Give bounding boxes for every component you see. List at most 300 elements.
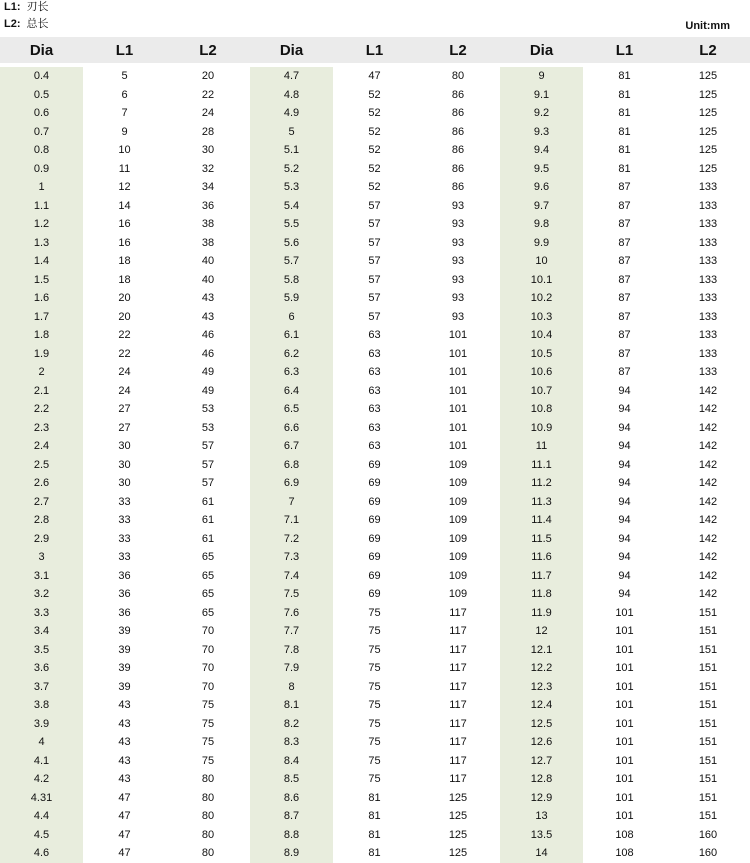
cell-l1: 24 [118,384,131,397]
cell-dia: 0.8 [0,141,83,160]
cell-l1: 36 [118,588,131,600]
legend-l2 [4,17,49,31]
table-row [0,826,750,845]
cell-l1: 87 [618,255,631,267]
cell-l1: 27 [118,421,131,434]
cell-dia: 10.6 [500,363,583,382]
cell-l1: 5 [121,70,128,82]
cell-dia: 2.4 [0,437,83,456]
table-row [0,696,750,715]
table-row [0,511,750,530]
cell-dia: 11.2 [500,474,583,493]
table-row [0,271,750,290]
cell-dia: 3.7 [0,678,83,697]
cell-dia: 9 [500,67,583,86]
cell-l1: 87 [618,236,631,249]
cell-dia: 5.5 [250,215,333,234]
cell-l1: 52 [368,88,381,101]
cell-l2: 160 [698,847,718,859]
cell-l2: 70 [201,643,215,656]
table-row [0,123,750,142]
cell-l1: 81 [618,70,631,82]
cell-l2: 151 [698,736,718,748]
cell-dia: 7.7 [250,622,333,641]
cell-l1: 101 [615,680,634,693]
cell-l1: 101 [615,643,634,656]
cell-dia: 0.9 [0,160,83,179]
cell-l2: 61 [201,532,215,545]
cell-dia: 7.9 [250,659,333,678]
cell-l1: 75 [368,754,381,767]
cell-dia: 10.4 [500,326,583,345]
table-row [0,585,750,604]
cell-l1: 20 [118,310,131,323]
cell-dia: 1.6 [0,289,83,308]
cell-l1: 43 [118,754,131,767]
table-row [0,678,750,697]
cell-l1: 57 [368,273,381,286]
cell-l1: 52 [368,181,381,193]
cell-dia: 2.2 [0,400,83,419]
cell-l1: 63 [368,329,381,341]
cell-l1: 101 [615,606,634,619]
cell-l2: 49 [201,366,215,378]
cell-l2: 65 [201,588,215,600]
cell-l1: 108 [615,828,634,841]
cell-dia: 14 [500,844,583,863]
table-row [0,326,750,345]
legend-l1-label: L1: [4,1,21,13]
cell-l1: 69 [368,588,381,600]
table-row [0,382,750,401]
cell-l2: 46 [201,347,215,360]
cell-dia: 1.3 [0,234,83,253]
cell-dia: 9.8 [500,215,583,234]
cell-l2: 117 [449,606,467,619]
cell-dia: 10.9 [500,419,583,438]
cell-l1: 81 [618,107,631,119]
cell-dia: 10.7 [500,382,583,401]
cell-dia: 9.3 [500,123,583,142]
cell-l2: 86 [451,107,465,119]
cell-l2: 142 [698,495,718,508]
cell-dia: 4.31 [0,789,83,808]
cell-l2: 80 [451,70,465,82]
cell-l1: 75 [368,680,381,693]
cell-l2: 86 [451,125,465,138]
table-row [0,548,750,567]
cell-dia: 9.2 [500,104,583,123]
table-row [0,160,750,179]
cell-dia: 1.2 [0,215,83,234]
cell-l1: 87 [618,329,631,341]
cell-l2: 75 [201,717,215,730]
cell-dia: 3.6 [0,659,83,678]
cell-dia: 9.5 [500,160,583,179]
cell-dia: 7.4 [250,567,333,586]
cell-dia: 7.8 [250,641,333,660]
cell-l2: 61 [201,514,215,526]
cell-l1: 20 [118,292,131,304]
cell-l1: 94 [618,588,631,600]
table-row [0,770,750,789]
cell-l2: 109 [448,569,468,582]
cell-l2: 32 [201,162,215,175]
cell-l2: 125 [698,70,718,82]
cell-dia: 8.5 [250,770,333,789]
table-row [0,456,750,475]
column-header-l2: L2 [166,37,250,63]
table-row [0,474,750,493]
cell-dia: 4.8 [250,86,333,105]
table-row [0,844,750,863]
cell-dia: 12.8 [500,770,583,789]
cell-dia: 1.5 [0,271,83,290]
legend-l2-text: 总长 [26,18,49,30]
cell-l1: 43 [118,717,131,730]
cell-dia: 5.6 [250,234,333,253]
cell-dia: 0.4 [0,67,83,86]
cell-l2: 133 [698,310,718,323]
cell-l2: 151 [698,717,718,730]
cell-l2: 22 [201,88,215,101]
cell-l1: 30 [118,458,131,471]
cell-l1: 94 [618,403,631,415]
legend-l1 [4,0,49,14]
cell-dia: 4.7 [250,67,333,86]
cell-l1: 6 [121,88,128,101]
cell-l2: 142 [698,588,718,600]
cell-l1: 14 [118,199,131,212]
cell-l2: 109 [448,588,468,600]
cell-l1: 94 [618,495,631,508]
cell-dia: 1.7 [0,308,83,327]
table-row [0,363,750,382]
column-header-l2: L2 [416,37,500,63]
cell-dia: 1.4 [0,252,83,271]
table-row [0,641,750,660]
cell-dia: 10.3 [500,308,583,327]
table-row [0,178,750,197]
column-header-dia: Dia [0,37,83,63]
cell-dia: 8.7 [250,807,333,826]
cell-dia: 4.1 [0,752,83,771]
cell-l1: 94 [618,421,631,434]
cell-dia: 7.3 [250,548,333,567]
cell-dia: 5.1 [250,141,333,160]
cell-dia: 6.4 [250,382,333,401]
cell-dia: 8.1 [250,696,333,715]
cell-l2: 117 [449,699,467,711]
cell-l1: 43 [118,736,131,748]
unit-label: Unit:mm [685,20,730,32]
cell-l2: 57 [201,440,215,452]
cell-l1: 7 [121,107,128,119]
cell-dia: 9.1 [500,86,583,105]
cell-dia: 12.3 [500,678,583,697]
cell-l2: 43 [201,292,215,304]
cell-l1: 81 [368,791,381,804]
cell-dia: 4.9 [250,104,333,123]
cell-dia: 6.1 [250,326,333,345]
cell-dia: 2.1 [0,382,83,401]
table-row [0,419,750,438]
cell-dia: 12.1 [500,641,583,660]
cell-l2: 109 [448,477,468,489]
cell-l2: 133 [698,255,718,267]
cell-l2: 142 [698,532,718,545]
cell-dia: 7.2 [250,530,333,549]
cell-dia: 4 [0,733,83,752]
cell-l2: 117 [449,754,467,767]
cell-l1: 81 [368,810,381,822]
cell-l2: 93 [451,310,465,323]
cell-l1: 94 [618,514,631,526]
cell-l2: 93 [451,273,465,286]
cell-l1: 75 [368,606,381,619]
cell-l2: 125 [698,144,718,156]
cell-dia: 13.5 [500,826,583,845]
cell-l1: 47 [118,828,131,841]
cell-l1: 63 [368,421,381,434]
cell-l2: 133 [698,329,718,341]
cell-l2: 93 [451,199,465,212]
cell-l2: 93 [451,236,465,249]
cell-l2: 142 [698,440,718,452]
cell-l2: 151 [698,606,718,619]
cell-dia: 10 [500,252,583,271]
cell-l2: 101 [448,384,468,397]
cell-l1: 101 [615,736,634,748]
cell-l1: 47 [118,791,131,804]
cell-l1: 52 [368,125,381,138]
cell-l1: 63 [368,366,381,378]
cell-l2: 46 [201,329,215,341]
cell-dia: 6.9 [250,474,333,493]
cell-dia: 0.6 [0,104,83,123]
cell-l2: 117 [449,625,467,637]
cell-l1: 63 [368,440,381,452]
cell-l2: 75 [201,736,215,748]
cell-l1: 39 [118,643,131,656]
cell-l1: 108 [615,847,634,859]
cell-dia: 0.7 [0,123,83,142]
cell-dia: 6.3 [250,363,333,382]
cell-l1: 39 [118,680,131,693]
cell-dia: 12.6 [500,733,583,752]
cell-dia: 12.7 [500,752,583,771]
cell-l2: 109 [448,532,468,545]
cell-dia: 6.2 [250,345,333,364]
table-row [0,715,750,734]
cell-l1: 75 [368,662,381,674]
cell-l1: 75 [368,773,381,785]
cell-l1: 94 [618,532,631,545]
cell-l2: 151 [698,662,718,674]
cell-l2: 93 [451,292,465,304]
cell-l2: 101 [448,440,468,452]
cell-dia: 5 [250,123,333,142]
cell-dia: 5.4 [250,197,333,216]
cell-l1: 87 [618,218,631,230]
table-row [0,752,750,771]
cell-dia: 7.6 [250,604,333,623]
legend-l2-label: L2: [4,18,21,30]
cell-l2: 53 [201,403,215,415]
cell-l1: 69 [368,514,381,526]
cell-l1: 101 [615,791,634,804]
cell-dia: 3.8 [0,696,83,715]
cell-dia: 11.5 [500,530,583,549]
cell-l1: 63 [368,403,381,415]
cell-l2: 70 [201,625,215,637]
cell-l1: 57 [368,236,381,249]
cell-dia: 4.5 [0,826,83,845]
cell-l1: 75 [368,625,381,637]
cell-l2: 142 [698,384,718,397]
column-header-l1: L1 [333,37,416,63]
table-row [0,234,750,253]
cell-l2: 40 [201,273,215,286]
cell-dia: 6.5 [250,400,333,419]
cell-l2: 125 [448,847,468,859]
column-header-dia: Dia [500,37,583,63]
cell-dia: 5.2 [250,160,333,179]
cell-l2: 117 [449,680,467,693]
cell-dia: 2.5 [0,456,83,475]
cell-l2: 101 [448,403,468,415]
cell-l2: 125 [698,125,718,138]
cell-l2: 151 [698,680,718,693]
cell-l1: 94 [618,440,631,452]
cell-l2: 70 [201,680,215,693]
cell-l1: 94 [618,477,631,489]
cell-dia: 2.6 [0,474,83,493]
cell-l2: 142 [698,421,718,434]
cell-l1: 47 [118,847,131,859]
cell-l2: 65 [201,606,215,619]
cell-l1: 69 [368,495,381,508]
cell-l1: 63 [368,384,381,397]
table-row [0,659,750,678]
cell-l1: 16 [118,218,131,230]
cell-dia: 9.4 [500,141,583,160]
cell-dia: 7 [250,493,333,512]
cell-l1: 47 [368,70,381,82]
cell-dia: 0.5 [0,86,83,105]
cell-dia: 6 [250,308,333,327]
cell-l2: 142 [698,458,718,471]
cell-l2: 125 [448,828,468,841]
cell-l1: 69 [368,551,381,563]
cell-l1: 94 [618,551,631,563]
cell-l1: 39 [118,625,131,637]
cell-l1: 43 [118,773,131,785]
cell-l1: 52 [368,162,381,175]
cell-l2: 65 [201,569,215,582]
cell-l2: 151 [698,810,718,822]
cell-l1: 18 [118,273,131,286]
cell-dia: 1.9 [0,345,83,364]
cell-l2: 28 [201,125,215,138]
cell-dia: 3.4 [0,622,83,641]
cell-l1: 30 [118,440,131,452]
cell-dia: 9.6 [500,178,583,197]
cell-l1: 69 [368,458,381,471]
cell-l2: 160 [698,828,718,841]
cell-dia: 10.2 [500,289,583,308]
cell-l2: 86 [451,162,465,175]
cell-l2: 80 [201,847,215,859]
cell-l1: 52 [368,107,381,119]
cell-l1: 81 [618,88,631,101]
cell-l2: 109 [448,495,468,508]
cell-dia: 11.7 [500,567,583,586]
cell-l2: 133 [698,366,718,378]
cell-l1: 75 [368,717,381,730]
cell-l2: 34 [201,181,215,193]
cell-l2: 117 [449,736,467,748]
cell-dia: 12.5 [500,715,583,734]
cell-l1: 39 [118,662,131,674]
cell-l1: 101 [615,810,634,822]
cell-l2: 93 [451,218,465,230]
cell-dia: 3.9 [0,715,83,734]
cell-l2: 125 [698,88,718,101]
cell-l2: 117 [449,643,467,656]
cell-l2: 125 [698,107,718,119]
cell-l2: 36 [201,199,215,212]
cell-l1: 33 [118,551,131,563]
cell-l1: 87 [618,292,631,304]
table-row [0,733,750,752]
cell-l1: 22 [118,329,131,341]
cell-l2: 133 [698,273,718,286]
cell-l2: 40 [201,255,215,267]
cell-l2: 80 [201,828,215,841]
cell-l1: 87 [618,181,631,193]
cell-l2: 133 [698,236,718,249]
cell-l1: 75 [368,643,381,656]
cell-dia: 3.1 [0,567,83,586]
cell-l2: 117 [449,717,467,730]
cell-l2: 101 [448,421,468,434]
dimension-table [0,37,750,863]
table-row [0,789,750,808]
table-row [0,437,750,456]
cell-l2: 80 [201,791,215,804]
cell-l1: 81 [618,162,631,175]
cell-l1: 87 [618,199,631,212]
cell-l1: 87 [618,366,631,378]
cell-dia: 11.8 [500,585,583,604]
cell-l2: 125 [698,162,718,175]
cell-l2: 117 [449,773,467,785]
cell-dia: 3.5 [0,641,83,660]
table-row [0,86,750,105]
cell-l1: 101 [615,699,634,711]
cell-l2: 151 [698,773,718,785]
table-row [0,289,750,308]
table-row [0,807,750,826]
cell-dia: 2.7 [0,493,83,512]
cell-dia: 5.3 [250,178,333,197]
cell-dia: 11.6 [500,548,583,567]
cell-l2: 133 [698,218,718,230]
cell-dia: 2.8 [0,511,83,530]
cell-l2: 101 [448,366,468,378]
cell-l2: 61 [201,495,215,508]
